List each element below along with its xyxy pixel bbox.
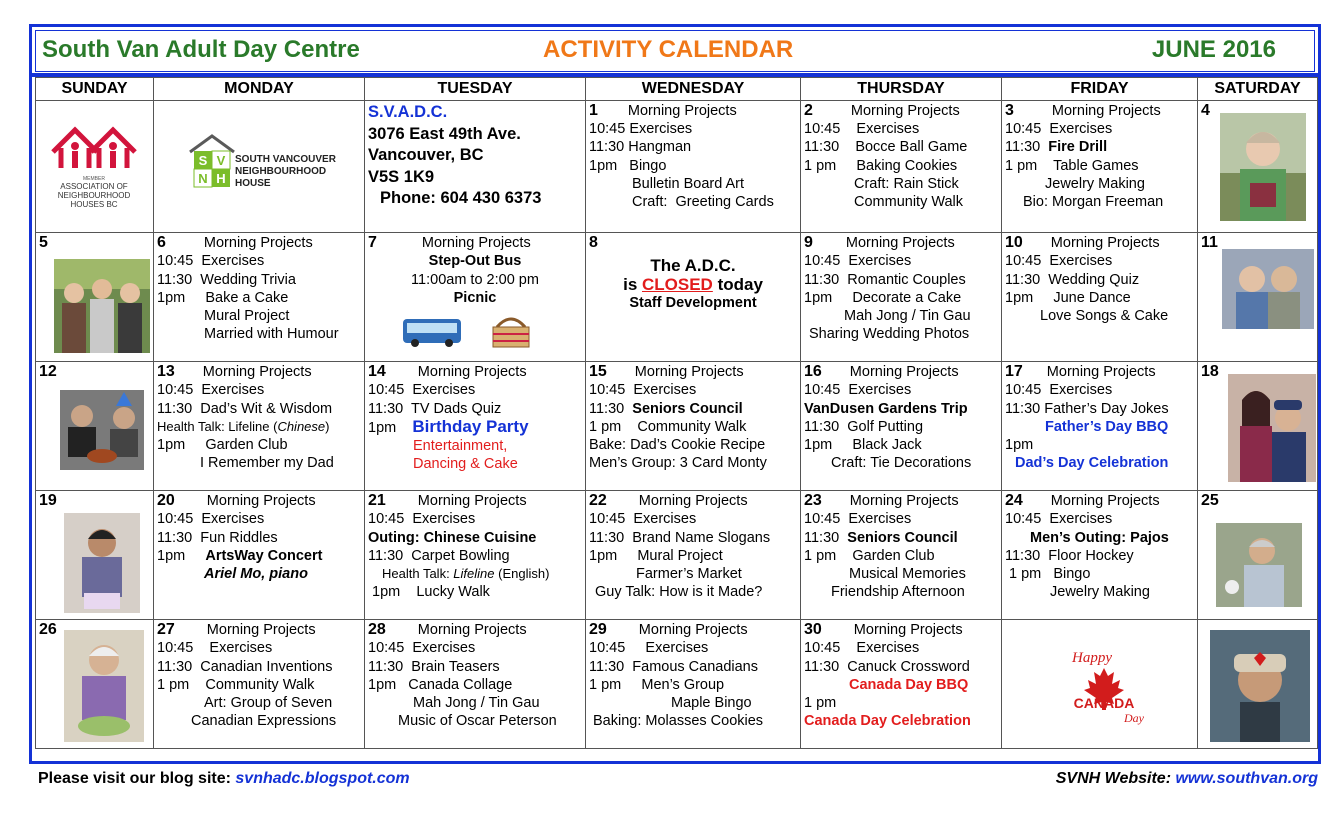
seniors-council-text: Seniors Council (847, 529, 958, 546)
photo-man-icon (1210, 630, 1310, 742)
closed-notice-1: The A.D.C. (650, 256, 736, 276)
day-number: 19 (39, 492, 57, 510)
activity: 11:30 Canuck Crossword (804, 658, 970, 675)
activity: 1pm Garden Club (157, 437, 288, 454)
activity: Morning Projects (627, 103, 737, 119)
activity: Craft: Rain Stick (854, 175, 959, 192)
address-cell (365, 101, 586, 233)
bus-icon (401, 315, 465, 349)
blog-label: Please visit our blog site: (38, 770, 236, 787)
photo-couple-icon (1228, 374, 1316, 482)
activity: Love Songs & Cake (1040, 308, 1169, 325)
activity: Morning Projects (638, 493, 748, 510)
weekday-friday: FRIDAY (1002, 78, 1198, 101)
activity: 10:45 Exercises (157, 640, 273, 657)
week-row-4 (36, 491, 1318, 620)
activity: Morning Projects (853, 622, 963, 639)
day-cell-25 (1198, 491, 1318, 620)
day-number: 12 (39, 363, 57, 381)
day-number: 5 (39, 234, 48, 252)
svnh-letter-v: V (216, 153, 226, 168)
day-cell-4 (1198, 101, 1318, 233)
day-cell-27 (154, 620, 365, 749)
day-cell-17 (1002, 362, 1198, 491)
photo-woman-icon (64, 513, 140, 613)
org-name: South Van Adult Day Centre (42, 36, 360, 63)
day-number: 15 (589, 363, 607, 381)
day-number: 27 (157, 621, 175, 639)
weekday-wednesday: WEDNESDAY (586, 78, 801, 101)
activity: 10:45 Exercises (589, 382, 697, 399)
closed-word: CLOSED (642, 274, 713, 294)
activity: 1pm Canada Collage (368, 676, 513, 693)
artsway-concert-text: ArtsWay Concert (205, 547, 323, 564)
activity: 11:30 Romantic Couples (804, 271, 966, 288)
activity: Dancing & Cake (413, 456, 518, 473)
activity: 10:45 Exercises (589, 640, 709, 657)
activity: 1 pm Garden Club (804, 547, 935, 564)
address-postal: V5S 1K9 (368, 167, 435, 186)
day-cell-9 (801, 233, 1002, 362)
activity: 11:30 Canadian Inventions (157, 658, 333, 675)
activity: Art: Group of Seven (204, 695, 333, 712)
day-number: 17 (1005, 363, 1023, 381)
activity: Morning Projects (634, 364, 744, 381)
activity: Married with Humour (204, 326, 339, 343)
weekday-sunday: SUNDAY (36, 78, 154, 101)
activity: Entertainment, (413, 438, 508, 455)
activity: 1pm Bingo (589, 157, 667, 174)
weekday-saturday: SATURDAY (1198, 78, 1318, 101)
canada-day-bbq-text: Canada Day BBQ (849, 676, 969, 693)
website-footer (1056, 770, 1318, 788)
activity: VanDusen Gardens Trip (804, 400, 968, 417)
svnh-text-1: SOUTH VANCOUVER (235, 154, 336, 165)
address-street: 3076 East 49th Ave. (368, 124, 521, 143)
activity: 10:45 Exercises (589, 511, 697, 528)
activity-time: 11:30 (1005, 139, 1049, 156)
photo-birthday-icon (60, 390, 144, 470)
day-cell-13 (154, 362, 365, 491)
address-phone: Phone: 604 430 6373 (380, 189, 542, 207)
canada-day-celebration-text: Canada Day Celebration (804, 713, 971, 730)
activity: Mah Jong / Tin Gau (844, 308, 971, 325)
activity: 10:45 Exercises (804, 511, 912, 528)
day-cell-11 (1198, 233, 1318, 362)
blog-link[interactable]: svnhadc.blogspot.com (235, 770, 410, 787)
day-number: 21 (368, 492, 386, 510)
day-number: 14 (368, 363, 386, 381)
fathers-day-bbq-text: Father’s Day BBQ (1045, 418, 1169, 435)
weekday-monday: MONDAY (154, 78, 365, 101)
activity: Morning Projects (849, 364, 959, 381)
day-number: 13 (157, 363, 175, 381)
closed-notice-2: is (623, 274, 642, 294)
day-number: 29 (589, 621, 607, 639)
birthday-party-text: Birthday Party (412, 416, 529, 436)
activity: 11:30 Wedding Trivia (157, 271, 296, 288)
activity: 1pm Mural Project (589, 547, 723, 564)
day-cell-23 (801, 491, 1002, 620)
website-link[interactable]: www.southvan.org (1175, 770, 1318, 787)
mens-outing-text: Men’s Outing: Pajos (1030, 529, 1169, 546)
activity: 1 pm (804, 695, 837, 712)
activity: 10:45 Exercises (157, 511, 265, 528)
activity: 10:45 Exercises (1005, 253, 1113, 270)
day-cell-19 (36, 491, 154, 620)
anh-line-3: HOUSES BC (70, 200, 118, 209)
day-number: 20 (157, 492, 175, 510)
photo-group-icon (54, 259, 150, 353)
activity: 11:00am to 2:00 pm (411, 271, 539, 288)
activity: Baking: Molasses Cookies (593, 713, 764, 730)
activity: 11:30 TV Dads Quiz (368, 400, 502, 417)
fire-drill-text: Fire Drill (1048, 139, 1108, 156)
activity: Men’s Group: 3 Card Monty (589, 455, 767, 472)
day-cell-8 (586, 233, 801, 362)
anh-logo (39, 102, 149, 226)
photo-man-icon (1216, 523, 1302, 607)
day-number: 9 (804, 234, 813, 252)
activity: 10:45 Exercises (804, 382, 912, 399)
day-cell-15 (586, 362, 801, 491)
day-number: 6 (157, 234, 166, 252)
anh-logo-cell (36, 101, 154, 233)
activity: 11:30 Fun Riddles (157, 529, 278, 546)
activity: 1pm Decorate a Cake (804, 289, 962, 306)
canada-day-graphic-cell (1002, 620, 1198, 749)
activity: Morning Projects (1046, 364, 1156, 381)
activity: Morning Projects (1051, 103, 1161, 119)
outing-text: Outing: Chinese Cuisine (368, 529, 537, 546)
day-number: 28 (368, 621, 386, 639)
weekday-thursday: THURSDAY (801, 78, 1002, 101)
activity: Morning Projects (206, 622, 316, 639)
activity: Morning Projects (1050, 493, 1160, 510)
activity: 11:30 Bocce Ball Game (804, 139, 968, 156)
activity: Jewelry Making (1045, 175, 1145, 192)
activity: Morning Projects (421, 235, 531, 252)
health-talk-text: Health Talk: Lifeline ( (157, 418, 278, 434)
houses-icon (53, 130, 135, 168)
photo-cell-saturday (1198, 620, 1318, 749)
day-cell-6 (154, 233, 365, 362)
svnh-logo (157, 102, 357, 226)
day-cell-12 (36, 362, 154, 491)
activity: Craft: Tie Decorations (831, 455, 972, 472)
activity: 10:45 Exercises (804, 253, 912, 270)
health-talk-paren: ) (325, 418, 330, 434)
day-number: 3 (1005, 102, 1014, 119)
activity: Morning Projects (638, 622, 748, 639)
activity: 11:30 Wedding Quiz (1005, 271, 1140, 288)
day-cell-1 (586, 101, 801, 233)
calendar-frame (29, 24, 1321, 764)
activity: Bio: Morgan Freeman (1023, 194, 1164, 211)
svnh-text-3: HOUSE (235, 178, 271, 189)
activity: Morning Projects (850, 103, 960, 119)
activity: 10:45 Exercises (1005, 511, 1113, 528)
photo-woman-icon (64, 630, 144, 742)
activity: I Remember my Dad (200, 455, 334, 472)
activity: 1pm Lucky Walk (372, 584, 490, 601)
activity: Morning Projects (202, 364, 312, 381)
day-number: 16 (804, 363, 822, 381)
weekday-header-row (36, 78, 1318, 101)
house-roof-icon (190, 136, 234, 152)
title-bar (35, 30, 1315, 72)
day-number: 30 (804, 621, 822, 639)
day-number: 8 (589, 234, 598, 252)
activity: 10:45 Exercises (589, 121, 693, 138)
canada-day-logo (1062, 642, 1146, 726)
calendar-title: ACTIVITY CALENDAR (543, 36, 794, 63)
activity: 11:30 Dad’s Wit & Wisdom (157, 400, 333, 417)
activity: 10:45 Exercises (804, 640, 920, 657)
activity: 11:30 Carpet Bowling (368, 547, 510, 564)
day-cell-29 (586, 620, 801, 749)
activity: Musical Memories (849, 566, 966, 583)
day-cell-18 (1198, 362, 1318, 491)
activity: 10:45 Exercises (804, 121, 920, 138)
activity: Morning Projects (417, 493, 527, 510)
activity: Community Walk (854, 194, 964, 211)
day-number: 10 (1005, 234, 1023, 252)
activity: 1 pm Bingo (1009, 566, 1091, 583)
activity: Bake: Dad’s Cookie Recipe (589, 437, 766, 454)
svnh-letter-s: S (198, 153, 208, 168)
svnh-letter-n: N (198, 171, 208, 186)
day-number: 4 (1201, 102, 1210, 119)
activity: 10:45 Exercises (368, 382, 476, 399)
activity: Guy Talk: How is it Made? (595, 584, 763, 601)
activity: Friendship Afternoon (831, 584, 965, 601)
activity: 1 pm Community Walk (157, 676, 315, 693)
activity: 1pm Bake a Cake (157, 289, 289, 306)
activity: Farmer’s Market (636, 566, 742, 583)
activity: 10:45 Exercises (368, 511, 476, 528)
activity: Morning Projects (417, 622, 527, 639)
blog-footer (38, 770, 410, 788)
activity: Morning Projects (1050, 235, 1160, 252)
health-talk-language: (English) (494, 566, 550, 582)
week-row-3 (36, 362, 1318, 491)
activity: Morning Projects (203, 235, 313, 252)
seniors-council-text: Seniors Council (632, 400, 743, 417)
closed-notice-3: today (712, 274, 763, 294)
week-row-5 (36, 620, 1318, 749)
health-talk-topic: Lifeline (453, 566, 495, 582)
activity: 10:45 Exercises (368, 640, 476, 657)
svnh-logo-cell (154, 101, 365, 233)
activity: 11:30 Floor Hockey (1005, 547, 1134, 564)
activity: Sharing Wedding Photos (809, 326, 970, 343)
activity: Morning Projects (417, 364, 527, 381)
dads-day-celebration-text: Dad’s Day Celebration (1015, 455, 1169, 472)
activity: 1 pm Baking Cookies (804, 157, 958, 174)
day-cell-7 (365, 233, 586, 362)
day-number: 11 (1201, 234, 1218, 252)
day-cell-30 (801, 620, 1002, 749)
anh-line-1: ASSOCIATION OF (60, 182, 128, 191)
day-number: 25 (1201, 492, 1219, 510)
day-cell-16 (801, 362, 1002, 491)
activity: 1pm Black Jack (804, 437, 922, 454)
day-cell-22 (586, 491, 801, 620)
day-cell-20 (154, 491, 365, 620)
address-city: Vancouver, BC (368, 146, 484, 164)
activity: 10:45 Exercises (157, 253, 265, 270)
staff-development-text: Staff Development (629, 294, 757, 311)
activity: Bulletin Board Art (632, 175, 745, 192)
activity-time: 11:30 (804, 529, 848, 546)
health-talk-text: Health Talk: (382, 566, 454, 582)
photo-couple-icon (1222, 249, 1314, 329)
activity-time: 11:30 (589, 400, 633, 417)
anh-member-text: MEMBER (83, 176, 105, 182)
activity: 1 pm Men’s Group (589, 676, 725, 693)
day-number: 7 (368, 234, 377, 252)
website-label: SVNH Website: (1055, 770, 1176, 787)
activity: 11:30 Famous Canadians (589, 658, 759, 675)
activity: Canadian Expressions (191, 713, 337, 730)
activity: Morning Projects (845, 235, 955, 252)
picnic-basket-icon (489, 311, 533, 349)
health-talk-language: Chinese (277, 418, 326, 434)
anh-line-2: NEIGHBOURHOOD (57, 191, 131, 200)
activity: Mural Project (204, 308, 290, 325)
svnh-letter-h: H (216, 171, 226, 186)
day-cell-10 (1002, 233, 1198, 362)
day-number: 18 (1201, 363, 1219, 381)
day-number: 23 (804, 492, 822, 510)
day-cell-2 (801, 101, 1002, 233)
activity: Morning Projects (206, 493, 316, 510)
canada-word: CANADA (1073, 695, 1135, 712)
activity: 1 pm Community Walk (589, 418, 747, 435)
activity: Picnic (453, 289, 497, 306)
activity: Morning Projects (849, 493, 959, 510)
day-number: 26 (39, 621, 57, 639)
activity: Maple Bingo (671, 695, 752, 712)
activity: Step-Out Bus (428, 253, 522, 270)
activity: Jewelry Making (1050, 584, 1150, 601)
performer-text: Ariel Mo, piano (204, 566, 308, 583)
day-number: 22 (589, 492, 607, 510)
activity: 1pm June Dance (1005, 289, 1131, 306)
activity: Music of Oscar Peterson (398, 713, 557, 730)
day-cell-28 (365, 620, 586, 749)
activity: 10:45 Exercises (1005, 121, 1113, 138)
day-cell-26 (36, 620, 154, 749)
day-cell-5 (36, 233, 154, 362)
month-label: JUNE 2016 (1151, 36, 1276, 63)
photo-woman-icon (1220, 113, 1306, 221)
week-row-2 (36, 233, 1318, 362)
activity: 1pm (1005, 437, 1034, 454)
day-cell-24 (1002, 491, 1198, 620)
week-row-1 (36, 101, 1318, 233)
activity: Mah Jong / Tin Gau (413, 695, 540, 712)
activity: 10:45 Exercises (1005, 382, 1113, 399)
activity-time: 1pm (368, 419, 413, 436)
activity: Craft: Greeting Cards (632, 194, 774, 211)
activity-time: 1pm (157, 547, 206, 564)
activity: 11:30 Father’s Day Jokes (1005, 400, 1169, 417)
activity: 10:45 Exercises (157, 382, 265, 399)
day-number: 1 (589, 102, 598, 119)
canada-day-text: Day (1124, 711, 1144, 726)
activity: 11:30 Golf Putting (804, 418, 924, 435)
day-number: 24 (1005, 492, 1023, 510)
day-cell-21 (365, 491, 586, 620)
day-cell-3 (1002, 101, 1198, 233)
svnh-text-2: NEIGHBOURHOOD (235, 166, 327, 177)
day-cell-14 (365, 362, 586, 491)
day-number: 2 (804, 102, 813, 119)
activity: 1 pm Table Games (1005, 157, 1139, 174)
activity: 11:30 Hangman (589, 139, 692, 156)
calendar-grid (35, 77, 1318, 749)
activity: 11:30 Brain Teasers (368, 658, 500, 675)
canada-happy-text: Happy (1072, 650, 1112, 667)
address-name: S.V.A.D.C. (368, 103, 448, 121)
weekday-tuesday: TUESDAY (365, 78, 586, 101)
activity: 11:30 Brand Name Slogans (589, 529, 771, 546)
